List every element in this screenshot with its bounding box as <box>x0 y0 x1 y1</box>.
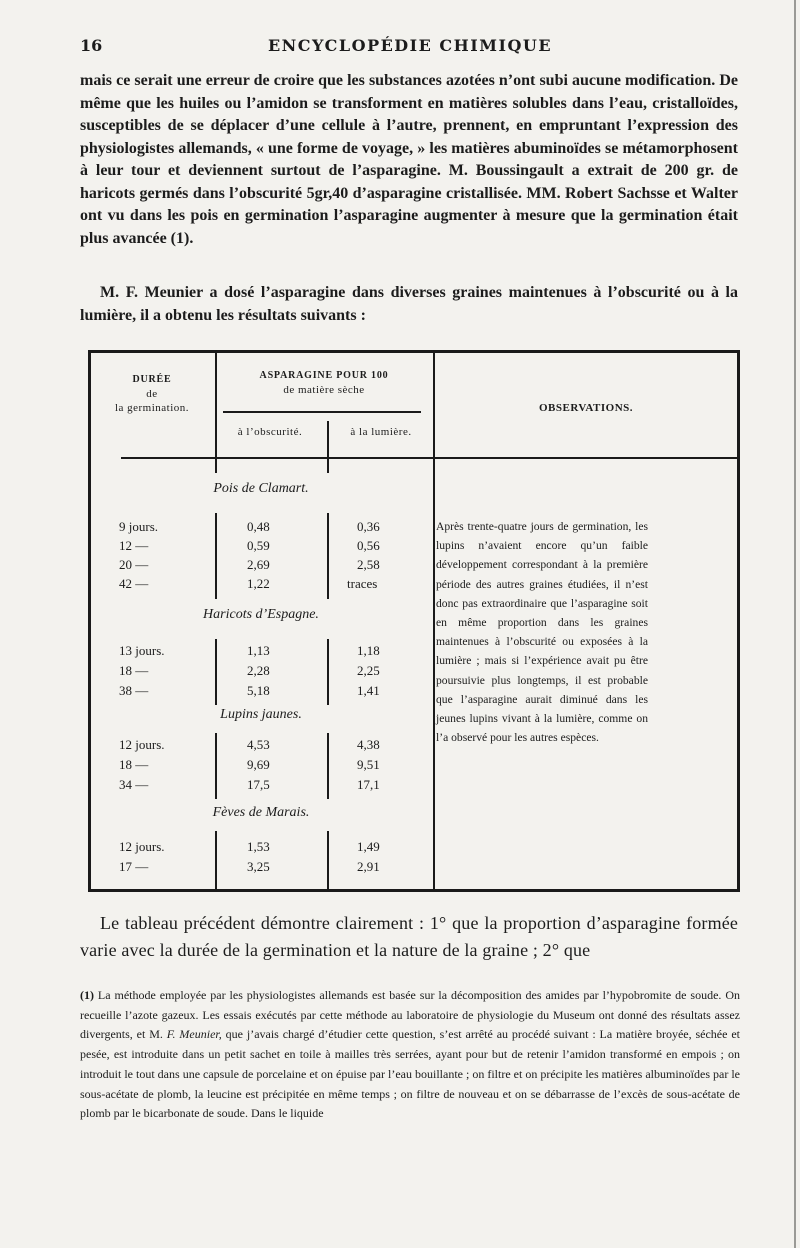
footnote-mark: (1) <box>80 988 94 1002</box>
cell-obscurite: 0,48 <box>247 519 270 534</box>
cell-lumiere: 2,58 <box>357 557 380 572</box>
divider-col3 <box>433 353 435 889</box>
cell-lumiere: 1,49 <box>357 839 380 854</box>
cell-obscurite: 2,28 <box>247 663 270 678</box>
cell-obscurite: 3,25 <box>247 859 270 874</box>
divider-g1-a <box>215 513 217 599</box>
footnote <box>80 986 740 1124</box>
cell-obscurite: 1,22 <box>247 576 270 591</box>
group-title: Haricots d’Espagne. <box>203 607 319 622</box>
footnote-text-b: que j’avais chargé d’étudier cette question, s’est arrêté au procédé suivant : La matière broyée, séchée et pesée, est introduite dans un petit sachet en toile à mailles très serrées, ayant pour but de retenir l’amidon transformé en empois ; on introduit le tout dans une capsule de porcelaine et on épuise par l’eau bouillante ; on filtre et on précipite les matières albuminoïdes par le sous-acétate de plomb, la leucine est précipitée en même temps ; on filtre de nouveau et on se débarrasse de l’excès de sous-acétate de plomb par le bicarbonate de soude. Dans le liquide <box>80 1027 741 1121</box>
divider-g1-b <box>327 513 329 599</box>
divider-g4-a <box>215 831 217 891</box>
col-header-observations: OBSERVATIONS. <box>538 402 634 414</box>
footnote-text-a: La méthode employée par les physiologistes allemands est basée sur la décomposition des amides par l’hypobromite de soude. On recueille l’azote gazeux. Les essais exécutés par cette méthode au laboratoire de physiologie du Museum ont donné des résultats assez divergents, et M. <box>80 988 740 1042</box>
cell-duree: 18 — <box>119 663 149 678</box>
running-title: ENCYCLOPÉDIE CHIMIQUE <box>267 36 553 55</box>
paragraph-1: mais ce serait une erreur de croire que les substances azotées n’ont subi aucune modification. De même que les huiles ou l’amidon se transforment en matières solubles dans l’eau, cristalloïdes, susceptibles de se déplacer d’une cellule à l’autre, prennent, en empruntant l’expression des physiologistes allemands, « une forme de voyage, » les matières abuminoïdes se métamorphosent à leur tour et deviennent surtout de l’asparagine. M. Boussingault a extrait de 200 gr. de haricots germés dans l’obscurité 5gr,40 d’asparagine cristallisée. MM. Robert Sachsse et Walter ont vu dans les pois en germination l’asparagine augmenter à mesure que la germination était plus avancée (1). <box>80 72 738 247</box>
cell-obscurite: 0,59 <box>247 538 270 553</box>
page-number: 16 <box>80 36 103 55</box>
cell-lumiere: 1,41 <box>357 683 380 698</box>
page-edge-line <box>794 0 796 1248</box>
observation-text: Après trente-quatre jours de germination, les lupins n’avaient encore qu’un faible développement correspondant à la première période des autres graines étudiées, il n’est donc pas extraordinaire que l’asparagine soit en même proportion dans les graines maintenues à l’obscurité ou exposées à la lumière ; mais si l’expérience avait pu être poursuivie plus longtemps, il est probable que l’asparagine aurait diminué dans les jeunes lupins vivant à la lumière, comme on l’a observé pour les autres espèces. <box>436 520 648 745</box>
cell-duree: 13 jours. <box>119 643 165 658</box>
cell-obscurite: 17,5 <box>247 777 270 792</box>
col-header-duration-l3: la germination. <box>114 402 190 414</box>
cell-lumiere: 4,38 <box>357 737 380 752</box>
col-header-asparagine-l2: de matière sèche <box>283 384 365 396</box>
cell-lumiere: 0,36 <box>357 519 380 534</box>
cell-lumiere: traces <box>347 576 378 591</box>
cell-duree: 20 — <box>119 557 149 572</box>
divider-g2-b <box>327 639 329 705</box>
cell-lumiere: 0,56 <box>357 538 380 553</box>
cell-lumiere: 17,1 <box>357 777 380 792</box>
divider-col1 <box>215 353 217 473</box>
header-brace-line <box>223 411 421 413</box>
col-header-duration <box>91 373 213 415</box>
divider-g4-b <box>327 831 329 891</box>
footnote-author: F. Meunier, <box>166 1027 222 1042</box>
col-header-obscurite: à l’obscurité. <box>237 426 303 438</box>
cell-duree: 12 jours. <box>119 737 165 752</box>
cell-lumiere: 2,25 <box>357 663 380 678</box>
paragraph-2: M. F. Meunier a dosé l’asparagine dans diverses graines maintenues à l’obscurité ou à la lumière, il a obtenu les résultats suivants : <box>80 284 738 324</box>
col-header-duration-l1: DURÉE <box>132 374 172 385</box>
cell-duree: 18 — <box>119 757 149 772</box>
cell-duree: 38 — <box>119 683 149 698</box>
group-title: Pois de Clamart. <box>213 481 309 496</box>
cell-lumiere: 9,51 <box>357 757 380 772</box>
divider-col2-top <box>327 421 329 473</box>
col-header-asparagine-l1: ASPARAGINE POUR 100 <box>259 370 389 381</box>
page-header <box>80 36 740 58</box>
cell-obscurite: 1,13 <box>247 643 270 658</box>
cell-obscurite: 2,69 <box>247 557 270 572</box>
cell-duree: 42 — <box>119 576 149 591</box>
col-header-asparagine <box>215 369 433 397</box>
cell-obscurite: 9,69 <box>247 757 270 772</box>
cell-duree: 34 — <box>119 777 149 792</box>
cell-obscurite: 5,18 <box>247 683 270 698</box>
paragraph-3: Le tableau précédent démontre clairement : 1° que la proportion d’asparagine formée varie avec la durée de la germination et la nature de la graine ; 2° que <box>80 913 738 960</box>
header-rule <box>121 457 737 459</box>
divider-g3-b <box>327 733 329 799</box>
cell-duree: 12 — <box>119 538 149 553</box>
cell-lumiere: 1,18 <box>357 643 380 658</box>
cell-duree: 12 jours. <box>119 839 165 854</box>
cell-obscurite: 4,53 <box>247 737 270 752</box>
group-title: Lupins jaunes. <box>220 707 302 722</box>
col-header-duration-l2: de <box>146 388 158 400</box>
divider-g3-a <box>215 733 217 799</box>
col-header-lumiere: à la lumière. <box>350 426 412 438</box>
group-title: Fèves de Marais. <box>212 805 310 820</box>
asparagine-table <box>88 350 740 892</box>
cell-obscurite: 1,53 <box>247 839 270 854</box>
cell-duree: 9 jours. <box>119 519 158 534</box>
cell-lumiere: 2,91 <box>357 859 380 874</box>
cell-duree: 17 — <box>119 859 149 874</box>
divider-g2-a <box>215 639 217 705</box>
